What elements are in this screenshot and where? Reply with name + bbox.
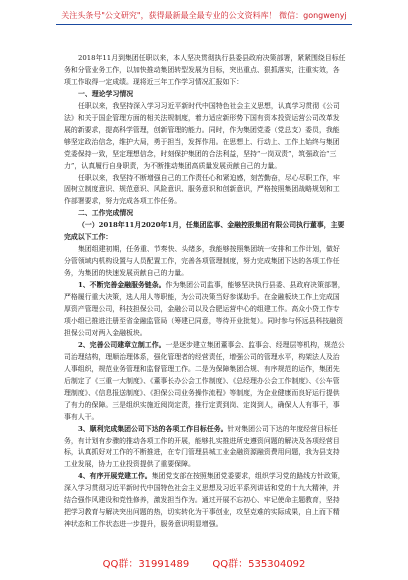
item-1-text: 作为集团公司监事，能够坚决执行县委、县政府决策部署，严格履行重大决策，选人用人等职能，为公司决策当好参谋助手。在金融板块工作上完成国厚资产管理公司，科技担保公司，金融公司以及合肥运营中心的组建工作。高众小贷工作专项小组已推进注册至省金融监管局（筹建已同意，等待开业批复）。同时参与怀远县科技融资担保公司对两入金融板块。 <box>64 281 345 337</box>
qq-group-1: QQ群：31991489 <box>102 559 190 570</box>
qq-group-2: QQ群：535304092 <box>212 559 306 570</box>
subsection-heading-2018: （一）2018年11月2020年1月，任集团监事、金融控股集团有限公司执行董事，主要完成以下工作： <box>64 221 345 242</box>
item-4-text: 集团党支部在按照集团党委要求，组织学习党的路线方针政策，深入学习贯彻习近平新时代中国特色社会主义思想及习近平系列讲话和党的十九大精神，并结合强作风建设和党性修养，激发担当作为。通过开展不忘初心、牢记使命主题教育，坚持把学习教育与解决突出问题的热，切实转化为干事创业，攻坚克难的实际成果，自上而下精神状态和工作状态进一步提升，服务意识明显增强。 <box>64 472 345 529</box>
intro-paragraph: 2018年11月到集团任职以来，本人坚决贯彻执行县委县政府决策部署，紧紧围绕目标任务和分管业务工作，以加快推动集团转型发展为目标，突出重点、狠抓落实，注重实效，各项工作取得一定成绩。现将近三年工作学习情况汇报如下： <box>64 54 346 86</box>
document-body <box>64 53 346 553</box>
header-divider <box>56 24 352 25</box>
promo-notice: 关注头条号"公文研究"，获得最新最全最专业的公文资料库！ 微信：gongwenyj <box>61 11 347 20</box>
item-3-title: 3、顺利完成集团公司下达的各项工作目标任务。 <box>78 424 228 433</box>
theory-paragraph-1: 任职以来，我坚持深入学习习近平新时代中国特色社会主义思想，认真学习贯彻《公司法》和关于国企管理方面的相关法规制度，着力适应新形势下国有资本投资运营公司改革发展的新要求，提高科学管理，创新管理的能力。同时，作为集团党委（党总支）委员，我能够坚定政治信念，维护大局，勇于担当，发挥作用。在思想上、行动上、工作上始终与集团党委保持一致，坚定理想信念，时刻保护集团的合法利益，坚持“一岗双责”，筑强政治“三力”，认真履行自身职责，为不断推动集团高质量发展贡献自己的力量。 <box>64 101 340 170</box>
theory-paragraph-2: 任职以来，我坚持不断增强自己的工作责任心和紧迫感，刻苦勤奋，尽心尽职工作，牢固树立制度意识、规范意识、风险意识、服务意识和创新意识，严格按照集团战略规划和工作部署要求，努力完成各项工作任务。 <box>64 173 340 206</box>
promo-footer <box>0 558 408 572</box>
item-2-title: 2、完善公司建章立制工作。 <box>78 340 166 349</box>
item-4-title: 4、有序开展党建工作。 <box>78 472 152 481</box>
promo-header <box>0 0 408 46</box>
item-3-text: 针对集团公司下达的年度经营目标任务，有计划有步骤的推动各项工作的开展，能够扎实推进所史遵资问题的解决及各项经营目标，认真抓好对工作的不断推进，在专门管理县城工业金融资源融资费用问题，我为县支持工业发展，协力工业投资提供了重要保障。 <box>64 424 340 469</box>
item-2 <box>64 340 346 424</box>
item-3 <box>64 424 346 472</box>
item-2-text: 一是逐步建立集团董事会、监事会、经理层等机构，规范公司治理结构，理顺治理体系，强化管理者的经营责任，增强公司的管理水平，构架法人及治人事组织，规范业务管理和监督管理工作。二是为保障集团合规、有序规范的运作，集团先后制定了《三重一大制度》、《董事长办公会工作制度》、《总经理办公会工作制度》、《公车管理制度》、《信息报送制度》、《担保公司业务操作流程》等制度，为企业健康而良好运行提供了有力的保障。三是组织实施近阅岗定责，推行定责到岗、定岗到人，确保人人有事干，事事有人干。 <box>64 340 345 421</box>
item-4 <box>64 471 346 531</box>
work-intro-paragraph: 集团组建初期，任务重、节奏快、头绪多，我能够按照集团统一安排和工作计划，做好分管领域内机构设置与人员配置工作，完善各项管理制度，努力完成集团下达的各项工作任务，为集团的快速发展贡献自己的力量。 <box>64 245 340 278</box>
item-1 <box>64 280 346 340</box>
section-heading-work: 二、工作完成情况 <box>78 209 134 218</box>
item-1-title: 1、不断完善金融服务链条。 <box>78 281 166 290</box>
section-heading-theory: 一、理论学习情况 <box>78 89 134 98</box>
